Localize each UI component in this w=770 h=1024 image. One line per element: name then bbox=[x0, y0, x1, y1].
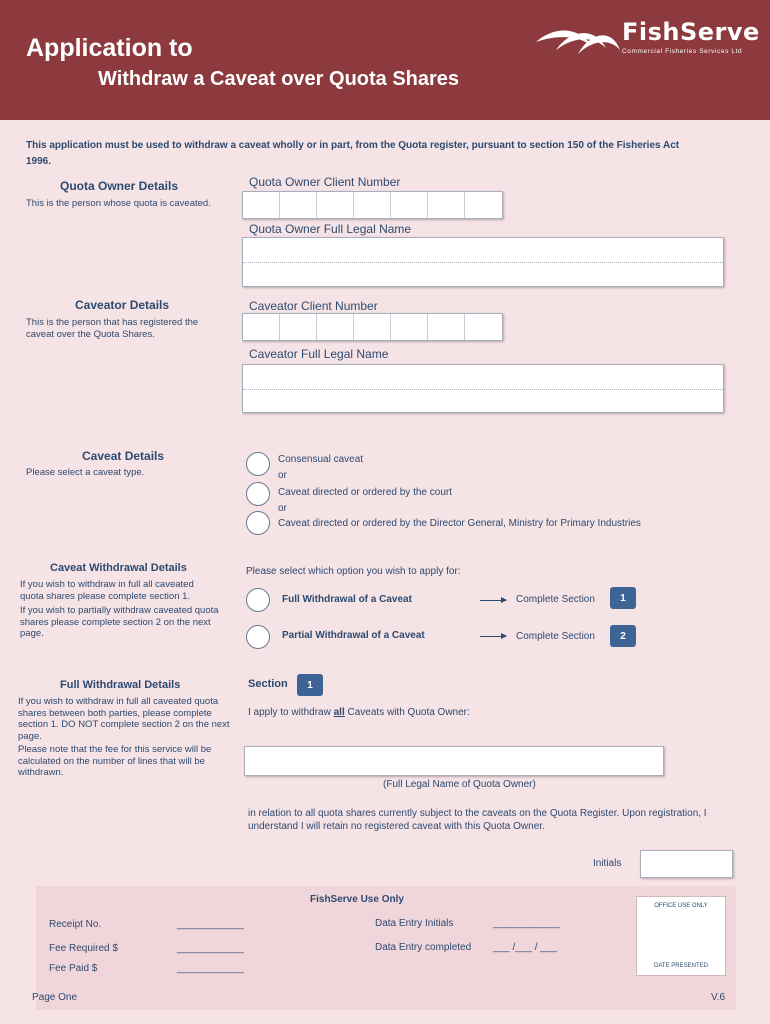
quota-owner-description: This is the person whose quota is caveated. bbox=[26, 198, 211, 209]
caveat-heading: Caveat Details bbox=[82, 449, 165, 463]
partial-withdrawal-radio[interactable] bbox=[246, 625, 270, 649]
fee-required-label: Fee Required $ bbox=[49, 943, 118, 954]
office-use-only-label: OFFICE USE ONLY bbox=[654, 903, 708, 909]
quota-owner-client-number-field[interactable] bbox=[242, 191, 503, 219]
data-entry-date-blank: ___ /___ / ___ bbox=[493, 942, 557, 953]
arrow-right-icon bbox=[480, 600, 506, 601]
withdrawal-desc-full: If you wish to withdraw in full all caveated quota shares please complete section 1. bbox=[20, 579, 194, 602]
caveator-client-number-label: Caveator Client Number bbox=[249, 299, 378, 313]
complete-section-label: Complete Section bbox=[516, 594, 595, 605]
court-caveat-radio[interactable] bbox=[246, 482, 270, 506]
arrow-right-icon bbox=[480, 636, 506, 637]
logo-subtitle: Commercial Fisheries Services Ltd bbox=[622, 48, 743, 55]
data-entry-completed-label: Data Entry completed bbox=[375, 942, 472, 953]
complete-section-label: Complete Section bbox=[516, 631, 595, 642]
section-label: Section bbox=[248, 678, 288, 690]
section-badge: 1 bbox=[297, 674, 323, 696]
apply-statement: I apply to withdraw all Caveats with Quota Owner: bbox=[248, 707, 470, 718]
initials-label: Initials bbox=[593, 858, 622, 869]
wave-logo-icon bbox=[534, 20, 620, 56]
caveator-heading: Caveator Details bbox=[75, 298, 170, 312]
quota-owner-legal-name-label: Quota Owner Full Legal Name bbox=[249, 222, 412, 236]
court-caveat-label: Caveat directed or ordered by the court bbox=[278, 487, 452, 498]
initials-input[interactable] bbox=[640, 850, 733, 878]
receipt-label: Receipt No. bbox=[49, 919, 102, 930]
fee-paid-blank: ____________ bbox=[177, 963, 244, 974]
consensual-caveat-radio[interactable] bbox=[246, 452, 270, 476]
withdrawal-prompt: Please select which option you wish to apply for: bbox=[246, 566, 461, 577]
caveat-description: Please select a caveat type. bbox=[26, 467, 145, 478]
name-caption: (Full Legal Name of Quota Owner) bbox=[383, 779, 536, 790]
full-details-desc1: If you wish to withdraw in full all caveated quota shares between both parties, please complete section 1. DO NOT complete section 2 on the next page. bbox=[18, 696, 230, 742]
withdrawal-heading: Caveat Withdrawal Details bbox=[50, 562, 187, 574]
relation-text: in relation to all quota shares currently subject to the caveats on the Quota Register. Upon registration, I understand I will retain no registered caveat with this Quota Owner. bbox=[248, 808, 707, 832]
section-1-badge: 1 bbox=[610, 587, 636, 609]
section-2-badge: 2 bbox=[610, 625, 636, 647]
quota-owner-client-number-label: Quota Owner Client Number bbox=[249, 175, 401, 189]
full-details-fee-note: Please note that the fee for this service will be calculated on the number of lines that will be withdrawn. bbox=[18, 744, 212, 778]
partial-withdrawal-label: Partial Withdrawal of a Caveat bbox=[282, 630, 425, 641]
fee-paid-label: Fee Paid $ bbox=[49, 963, 98, 974]
title-line1: Application to bbox=[26, 34, 193, 62]
date-presented-label: DATE PRESENTED bbox=[654, 963, 708, 969]
fee-required-blank: ____________ bbox=[177, 943, 244, 954]
caveator-legal-name-label: Caveator Full Legal Name bbox=[249, 347, 389, 361]
fishserve-logo bbox=[534, 18, 760, 60]
caveator-description: This is the person that has registered the caveat over the Quota Shares. bbox=[26, 317, 199, 340]
full-details-heading: Full Withdrawal Details bbox=[60, 679, 181, 691]
quota-owner-heading: Quota Owner Details bbox=[60, 179, 179, 193]
office-use-stamp-box bbox=[636, 896, 726, 976]
office-use-heading: FishServe Use Only bbox=[310, 894, 404, 905]
or-text: or bbox=[278, 470, 287, 481]
director-caveat-radio[interactable] bbox=[246, 511, 270, 535]
director-caveat-label: Caveat directed or ordered by the Director General, Ministry for Primary Industries bbox=[278, 518, 641, 529]
page-number: Page One bbox=[32, 992, 78, 1003]
caveator-client-number-field[interactable] bbox=[242, 313, 503, 341]
data-entry-initials-label: Data Entry Initials bbox=[375, 918, 454, 929]
version-label: V.6 bbox=[711, 992, 726, 1003]
consensual-caveat-label: Consensual caveat bbox=[278, 454, 364, 465]
full-withdrawal-radio[interactable] bbox=[246, 588, 270, 612]
quota-owner-legal-name-field[interactable] bbox=[242, 237, 724, 287]
receipt-blank: ____________ bbox=[177, 919, 244, 930]
or-text: or bbox=[278, 503, 287, 514]
page-header bbox=[0, 0, 770, 120]
office-use-panel bbox=[36, 886, 736, 1010]
data-entry-initials-blank: ____________ bbox=[493, 918, 560, 929]
full-withdrawal-label: Full Withdrawal of a Caveat bbox=[282, 594, 412, 605]
intro-text: This application must be used to withdraw a caveat wholly or in part, from the Quota register, pursuant to section 150 of the Fisheries Act 1996. bbox=[26, 140, 680, 167]
logo-name: FishServe bbox=[622, 18, 760, 46]
withdrawal-desc-partial: If you wish to partially withdraw caveated quota shares please complete section 2 on the next page. bbox=[20, 605, 219, 639]
title-line2: Withdraw a Caveat over Quota Shares bbox=[98, 68, 460, 90]
caveator-legal-name-field[interactable] bbox=[242, 364, 724, 413]
quota-owner-name-input[interactable] bbox=[244, 746, 664, 776]
